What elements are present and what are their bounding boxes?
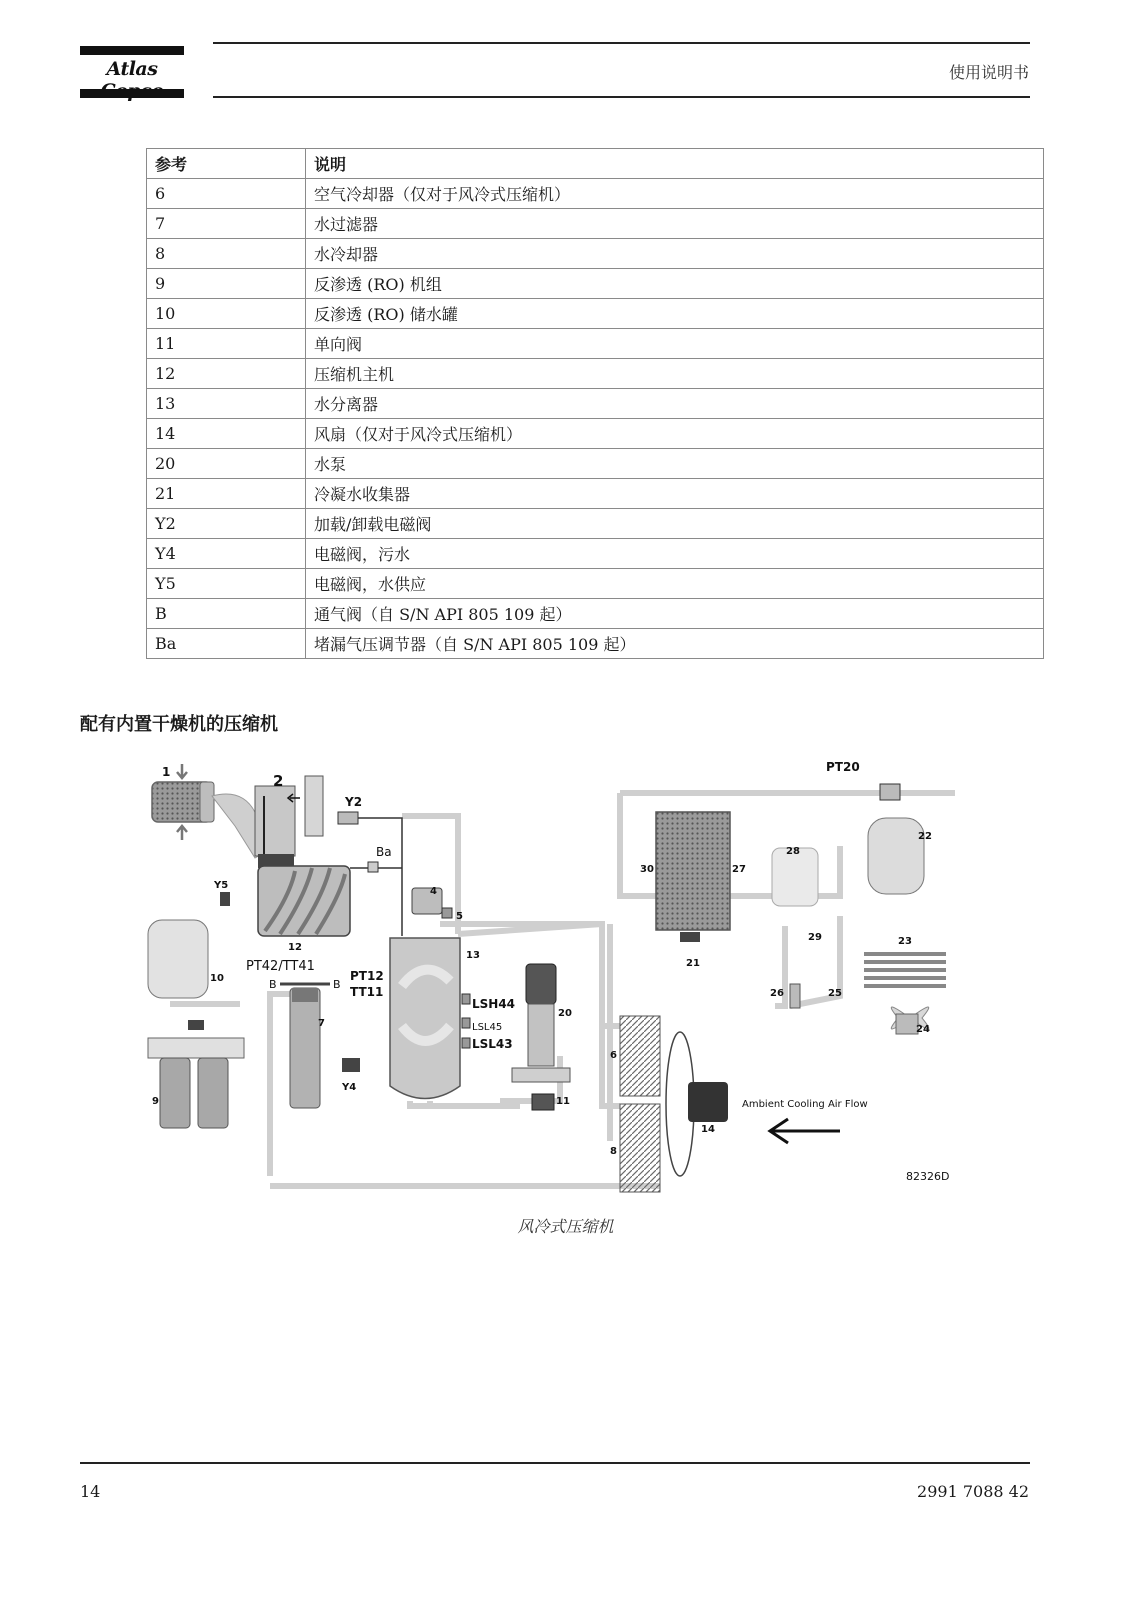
table-row <box>147 419 1044 449</box>
table-row <box>147 449 1044 479</box>
water-filter <box>290 988 320 1108</box>
label-9: 9 <box>152 1096 159 1107</box>
desc-cell: 堵漏气压调节器（自 S/N API 805 109 起） <box>306 629 1044 659</box>
table-row <box>147 299 1044 329</box>
table-row <box>147 629 1044 659</box>
column-header-ref: 参考 <box>147 149 306 179</box>
label-30: 30 <box>640 864 654 875</box>
label-6: 6 <box>610 1050 617 1061</box>
ref-cell: 21 <box>147 479 306 509</box>
ref-cell: Y4 <box>147 539 306 569</box>
label-20: 20 <box>558 1008 572 1019</box>
ro-storage-tank <box>148 920 208 998</box>
water-separator <box>390 938 460 1099</box>
pt20-valve <box>880 784 900 800</box>
label-28: 28 <box>786 846 800 857</box>
logo-bar-bottom <box>80 89 184 98</box>
label-7: 7 <box>318 1018 325 1029</box>
desc-cell: 风扇（仅对于风冷式压缩机） <box>306 419 1044 449</box>
table-row <box>147 209 1044 239</box>
label-23: 23 <box>898 936 912 947</box>
label-y4: Y4 <box>342 1082 357 1093</box>
ref-cell: Y5 <box>147 569 306 599</box>
label-pt20: PT20 <box>826 760 860 774</box>
table-row <box>147 389 1044 419</box>
ref-cell: 7 <box>147 209 306 239</box>
ref-cell: 12 <box>147 359 306 389</box>
dryer-heat-exchanger <box>656 812 730 930</box>
arrow-up-icon <box>177 826 187 840</box>
label-24: 24 <box>916 1024 930 1035</box>
desc-cell: 加载/卸载电磁阀 <box>306 509 1044 539</box>
label-1: 1 <box>162 765 171 779</box>
air-cooler <box>620 1016 660 1096</box>
refrigerant-receiver <box>868 818 924 894</box>
pressure-gauge <box>412 888 442 914</box>
label-y5: Y5 <box>214 880 229 891</box>
column-header-desc: 说明 <box>306 149 1044 179</box>
ref-cell: 6 <box>147 179 306 209</box>
ref-cell: 11 <box>147 329 306 359</box>
label-lsh44: LSH44 <box>472 997 516 1011</box>
water-pump-motor <box>526 964 556 1004</box>
table-row <box>147 479 1044 509</box>
table-body <box>147 179 1044 659</box>
header-rule-bottom <box>213 96 1030 98</box>
ref-cell: 14 <box>147 419 306 449</box>
ref-cell: 9 <box>147 269 306 299</box>
table-row <box>147 509 1044 539</box>
figure-caption: 风冷式压缩机 <box>517 1217 614 1236</box>
table-row <box>147 569 1044 599</box>
water-cooler <box>620 1104 660 1192</box>
section-title: 配有内置干燥机的压缩机 <box>80 714 278 735</box>
ro-filter-1 <box>160 1058 190 1128</box>
logo-text: Atlas <box>106 58 158 80</box>
label-29: 29 <box>808 932 822 943</box>
label-8: 8 <box>610 1146 617 1157</box>
table-row <box>147 329 1044 359</box>
ref-cell: 10 <box>147 299 306 329</box>
desc-cell: 反渗透 (RO) 机组 <box>306 269 1044 299</box>
label-lsl43: LSL43 <box>472 1037 513 1051</box>
label-13: 13 <box>466 950 480 961</box>
table-row <box>147 359 1044 389</box>
desc-cell: 空气冷却器（仅对于风冷式压缩机） <box>306 179 1044 209</box>
desc-cell: 压缩机主机 <box>306 359 1044 389</box>
table-row <box>147 599 1044 629</box>
label-4: 4 <box>430 886 437 897</box>
y4-solenoid-valve <box>342 1058 360 1072</box>
desc-cell: 反渗透 (RO) 储水罐 <box>306 299 1044 329</box>
refrigerant-condenser <box>864 954 946 986</box>
document-number: 2991 7088 42 <box>917 1482 1029 1501</box>
desc-cell: 水泵 <box>306 449 1044 479</box>
y5-solenoid-valve <box>220 892 230 906</box>
brand-logo <box>80 46 184 98</box>
label-pt42: PT42/TT41 <box>246 959 315 974</box>
desc-cell: 电磁阀，污水 <box>306 539 1044 569</box>
label-14: 14 <box>701 1124 715 1135</box>
footer-rule <box>80 1462 1030 1464</box>
label-diagram-code: 82326D <box>906 1170 950 1183</box>
label-22: 22 <box>918 831 932 842</box>
ref-cell: 13 <box>147 389 306 419</box>
label-lsl45: LSL45 <box>472 1022 503 1033</box>
desc-cell: 通气阀（自 S/N API 805 109 起） <box>306 599 1044 629</box>
label-b-left: B <box>269 978 277 991</box>
ref-cell: B <box>147 599 306 629</box>
label-2: 2 <box>273 772 284 790</box>
reference-table <box>146 148 1044 659</box>
label-b-right: B <box>333 978 341 991</box>
label-21: 21 <box>686 958 700 969</box>
table-row <box>147 539 1044 569</box>
table-row <box>147 269 1044 299</box>
desc-cell: 冷凝水收集器 <box>306 479 1044 509</box>
desc-cell: 水冷却器 <box>306 239 1044 269</box>
label-5: 5 <box>456 911 463 922</box>
airflow-arrow-icon <box>770 1119 840 1143</box>
label-ba: Ba <box>376 845 392 859</box>
ref-cell: Ba <box>147 629 306 659</box>
ref-cell: Y2 <box>147 509 306 539</box>
label-11: 11 <box>556 1096 570 1107</box>
desc-cell: 水过滤器 <box>306 209 1044 239</box>
ref-cell: 20 <box>147 449 306 479</box>
desc-cell: 电磁阀，水供应 <box>306 569 1044 599</box>
label-25: 25 <box>828 988 842 999</box>
desc-cell: 水分离器 <box>306 389 1044 419</box>
label-27: 27 <box>732 864 746 875</box>
label-ambient-airflow: Ambient Cooling Air Flow <box>742 1099 868 1110</box>
condensate-collector <box>680 932 700 942</box>
ba-regulator <box>368 862 378 872</box>
label-tt11: TT11 <box>350 985 384 999</box>
label-pt12: PT12 <box>350 969 384 983</box>
desc-cell: 单向阀 <box>306 329 1044 359</box>
label-26: 26 <box>770 988 784 999</box>
ref-cell: 8 <box>147 239 306 269</box>
logo-bar-top <box>80 46 184 55</box>
label-y2: Y2 <box>345 795 363 809</box>
water-pump <box>528 1004 554 1066</box>
compressor-flow-diagram <box>140 756 970 1196</box>
label-10: 10 <box>210 973 224 984</box>
page-number: 14 <box>80 1482 101 1501</box>
ro-filter-2 <box>198 1058 228 1128</box>
table-row <box>147 239 1044 269</box>
table-header-row <box>147 149 1044 179</box>
header-rule-top <box>213 42 1030 44</box>
arrow-down-icon <box>177 764 187 778</box>
label-12: 12 <box>288 942 302 953</box>
check-valve <box>532 1094 554 1110</box>
y2-solenoid-valve <box>338 812 358 824</box>
fan-motor <box>688 1082 728 1122</box>
table-row <box>147 179 1044 209</box>
document-title: 使用说明书 <box>948 63 1029 82</box>
